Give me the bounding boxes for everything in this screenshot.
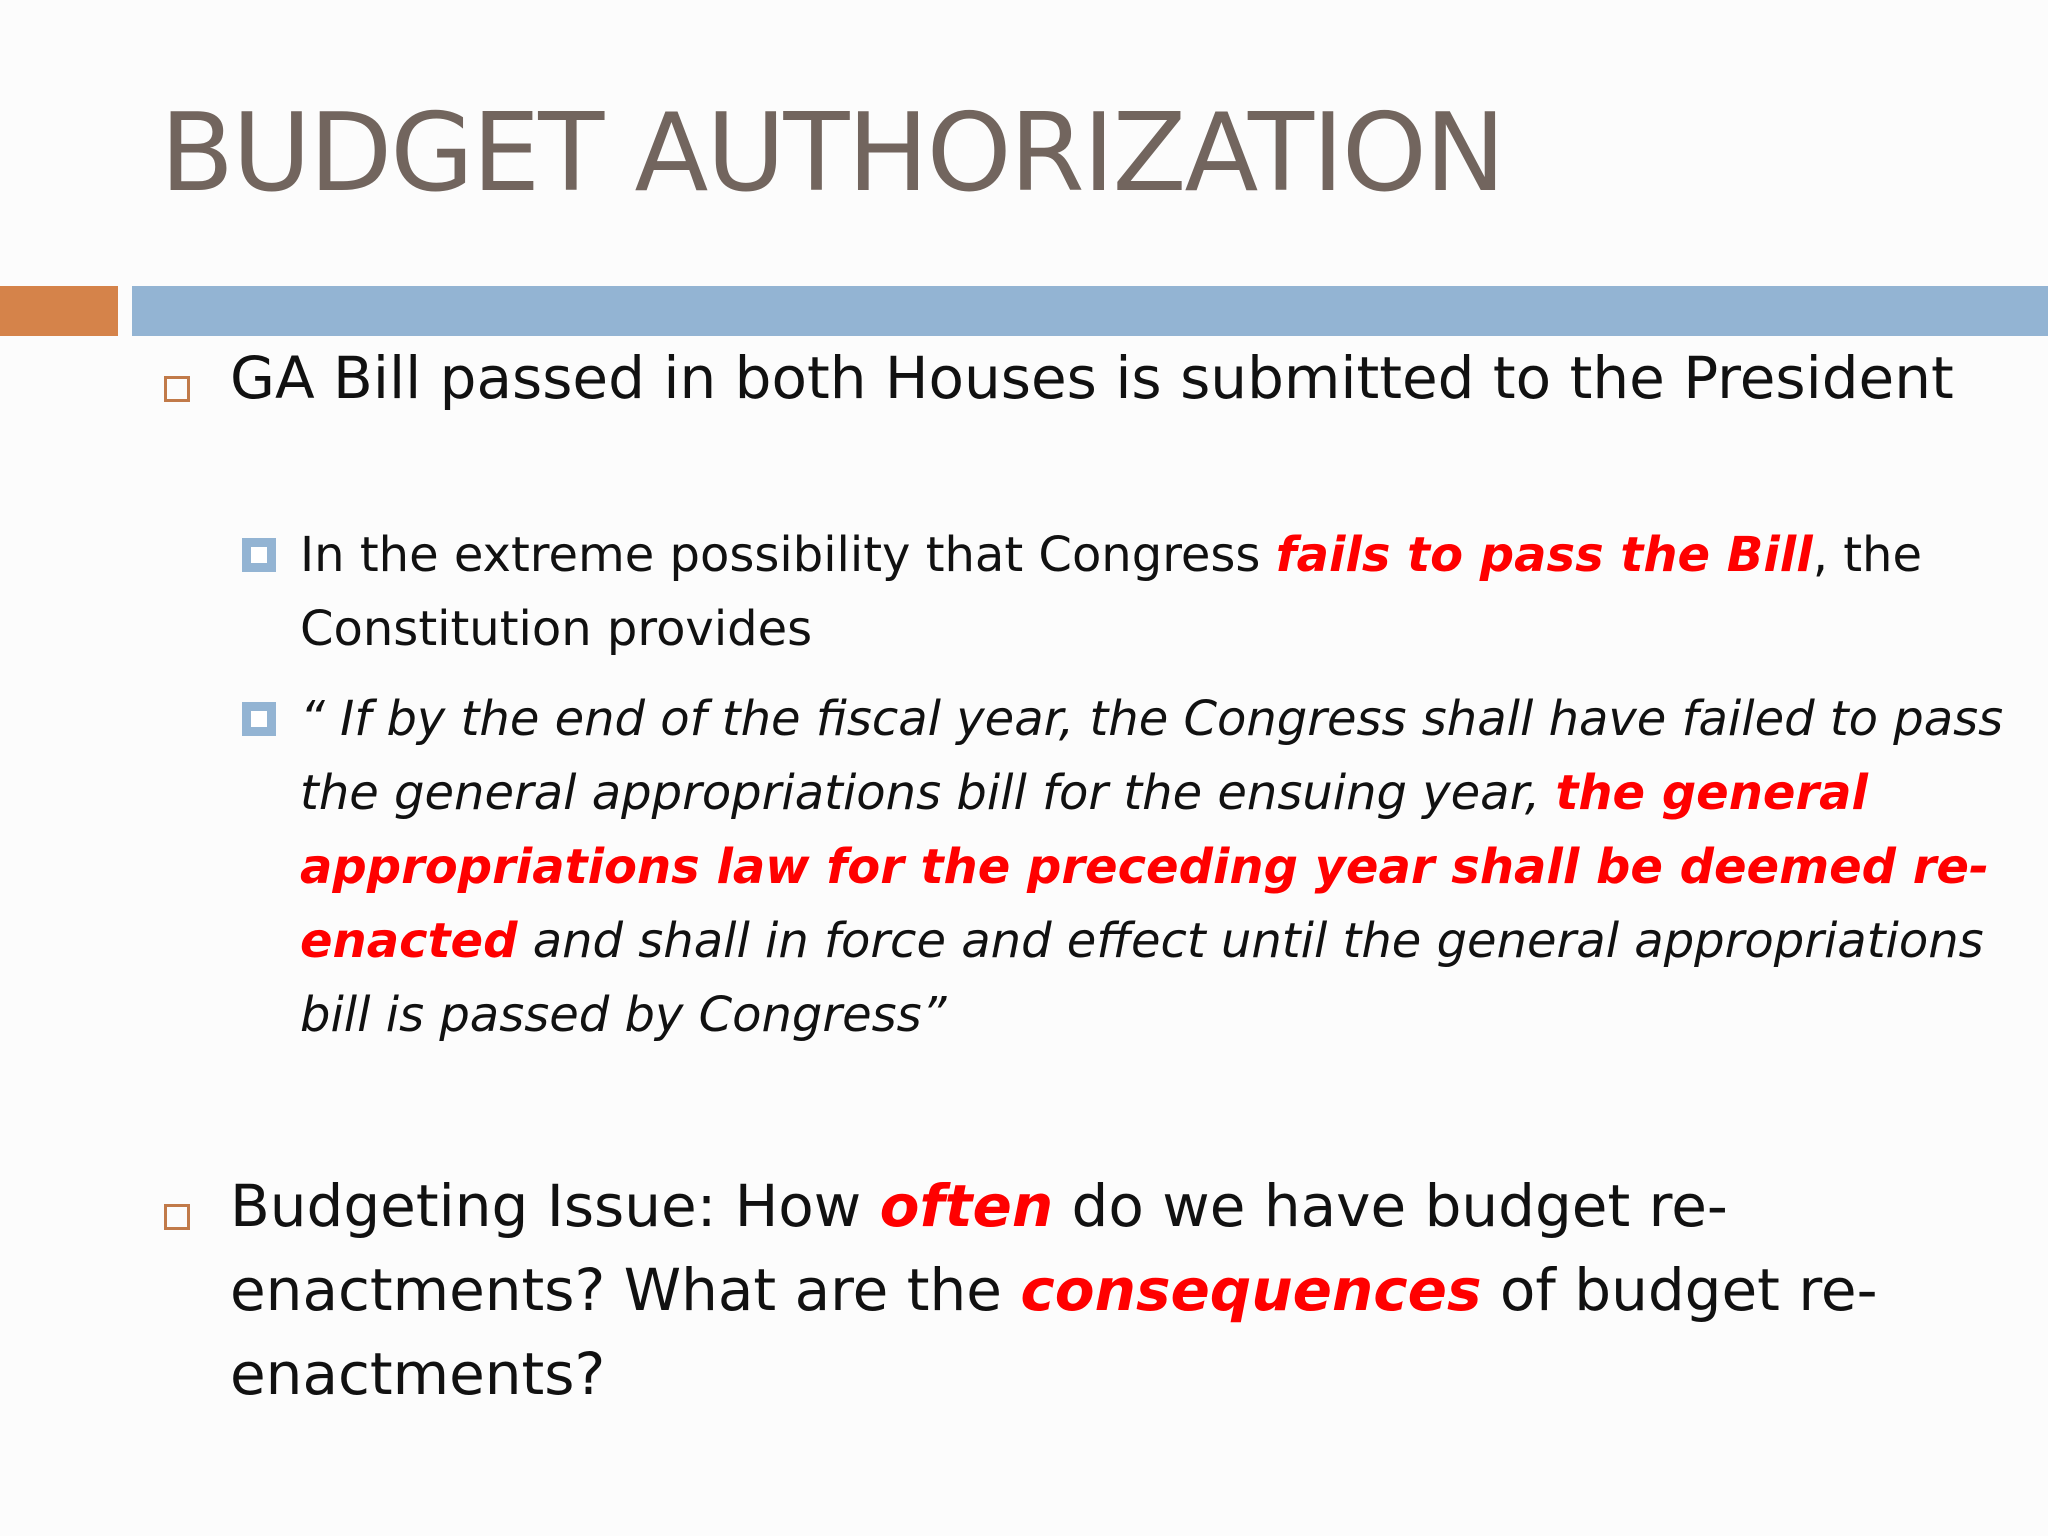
sub-bullet-1-after: , the Constitution provides bbox=[300, 527, 1923, 657]
bullet-2-emphasis1: often bbox=[879, 1172, 1054, 1240]
square-filled-bullet-icon bbox=[242, 702, 276, 736]
sub-bullet-2-before: “ If by the end of the fiscal year, the Congress shall have failed to pass the general appropriations bill for the ensuing year, bbox=[300, 691, 2004, 821]
bullet-text-2 bbox=[230, 1164, 1960, 1416]
bullet-2-part3: of budget re-enactments? bbox=[230, 1256, 1878, 1408]
sub-bullet-2-emphasis: the general appropriations law for the preceding year shall be deemed re-enacted bbox=[300, 765, 1989, 969]
slide-title: BUDGET AUTHORIZATION bbox=[160, 91, 1504, 216]
accent-bar-blue bbox=[132, 286, 2048, 336]
bullet-2-part2: do we have budget re-enactments? What are the bbox=[230, 1172, 1728, 1324]
bullet-2-emphasis2: consequences bbox=[1020, 1256, 1482, 1324]
square-filled-bullet-icon bbox=[242, 538, 276, 572]
sub-bullet-1-emphasis: fails to pass the Bill bbox=[1275, 527, 1813, 583]
bullet-2-part1: Budgeting Issue: How bbox=[230, 1172, 880, 1240]
square-outline-bullet-icon bbox=[164, 1204, 190, 1230]
sub-bullet-1-before: In the extreme possibility that Congress bbox=[300, 527, 1276, 583]
sub-bullet-text-2 bbox=[300, 682, 2030, 1052]
sub-bullet-text-1 bbox=[300, 518, 2030, 666]
bullet-text-1: GA Bill passed in both Houses is submitted to the President bbox=[230, 344, 1954, 412]
square-outline-bullet-icon bbox=[164, 376, 190, 402]
accent-bar-orange bbox=[0, 286, 118, 336]
sub-bullet-2-after: and shall in force and effect until the general appropriations bill is passed by Congress” bbox=[300, 913, 1984, 1043]
